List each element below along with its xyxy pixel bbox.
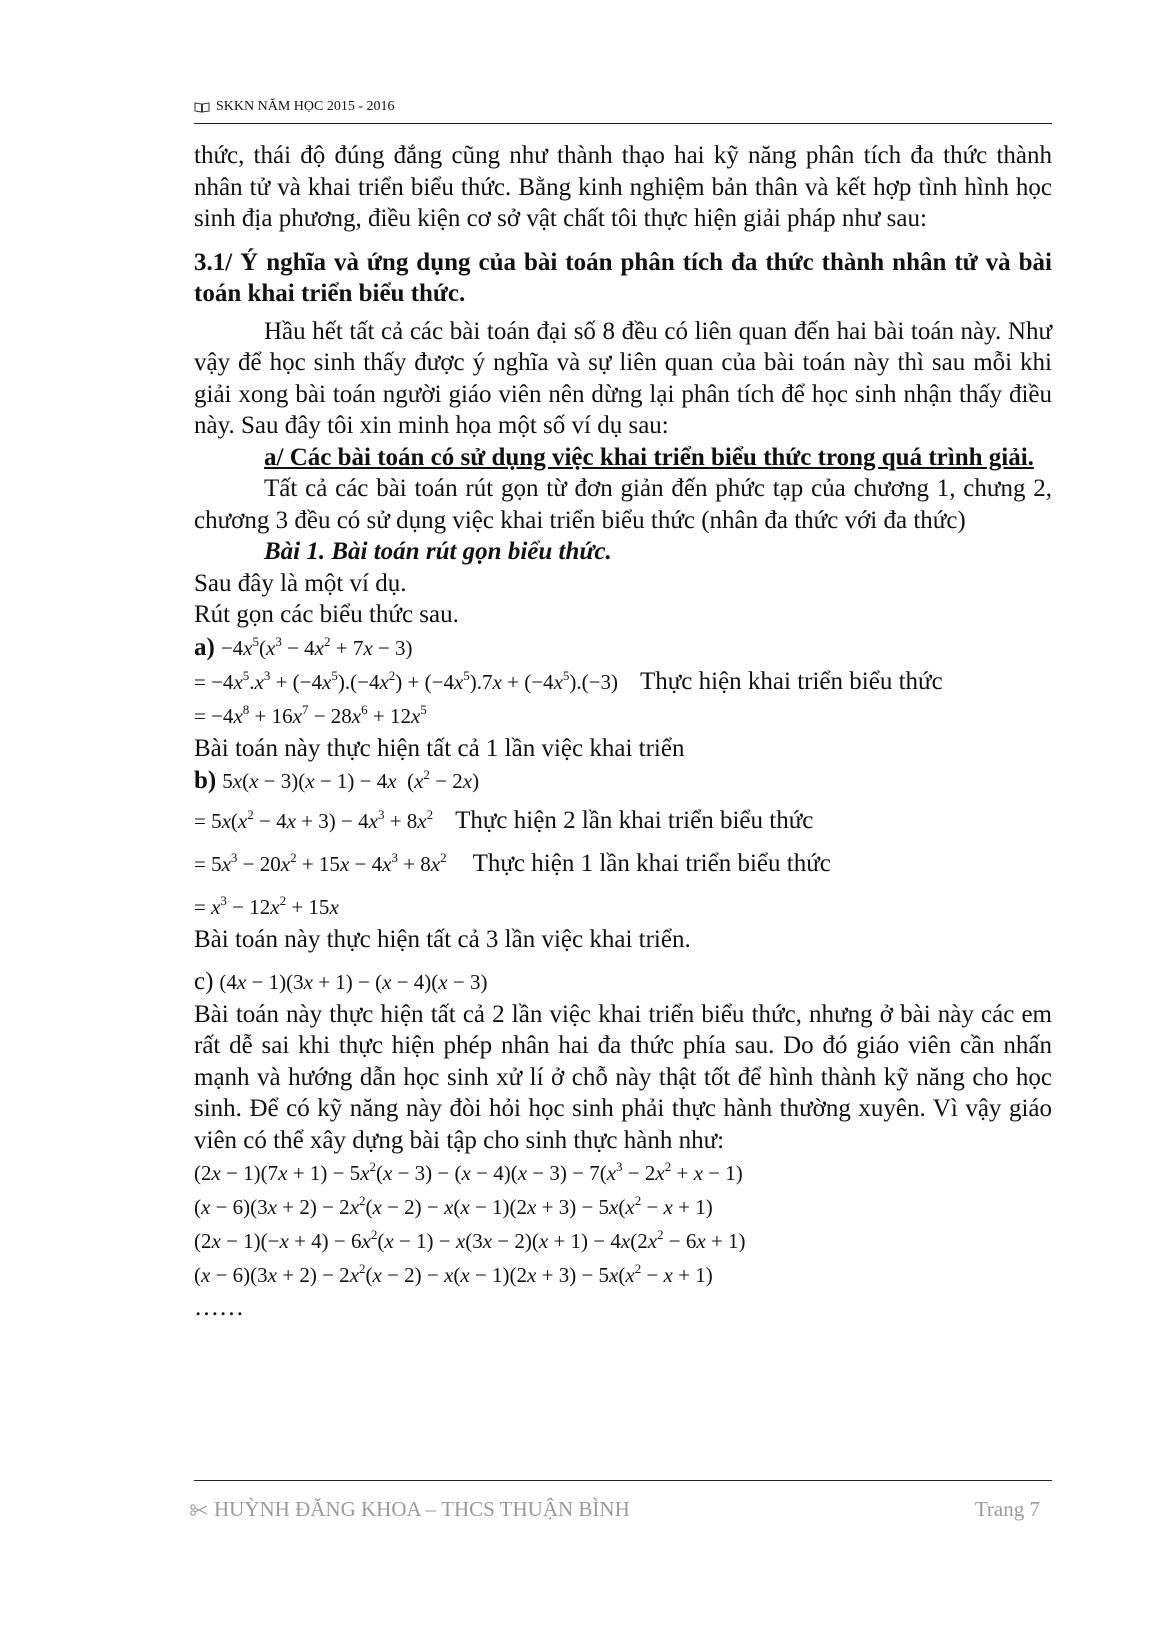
part-b-step2: = $5x^3 - 20x^2 + 15x - 4x^3 + 8x^2$ Thực hiện 1 lần khai triển biểu thức [194, 850, 831, 877]
open-book-icon [194, 101, 210, 113]
part-b-step1: = $5x(x^2 - 4x + 3) - 4x^3 + 8x^2$ Thực hiện 2 lần khai triển biểu thức [194, 807, 814, 834]
section-paragraph: Hầu hết tất cả các bài toán đại số 8 đều có liên quan đến hai bài toán này. Như vậy để học sinh thấy được ý nghĩa và sự liên quan của bài toán này thì sau mỗi khi giải xong bài toán người giáo viên nên dừng lại phân tích để học sinh nhận thấy điều này. Sau đây tôi xin minh họa một số ví dụ sau: [194, 317, 1052, 439]
page-body [194, 140, 1052, 1324]
part-b-note2: Thực hiện 1 lần khai triển biểu thức [472, 850, 831, 877]
part-a-label: a) [194, 633, 215, 661]
practice-expression-3: $(2x - 1)(-x + 4) - 6x^2(x - 1) - x(3x - 2)(x + 1) - 4x(2x^2 - 6x + 1)$ [194, 1227, 746, 1253]
part-c-expression: c) (4x − 1)(3x + 1) − (x − 4)(x − 3) [194, 967, 488, 995]
practice-expression-4: $(x - 6)(3x + 2) - 2x^2(x - 2) - x(x - 1)(2x + 3) - 5x(x^2 - x + 1)$ [194, 1261, 713, 1287]
part-b-conclusion: Bài toán này thực hiện tất cả 3 lần việc khai triển. [194, 926, 691, 953]
header-text: SKKN NĂM HỌC 2015 - 2016 [216, 99, 395, 114]
subsection-heading: a/ Các bài toán có sử dụng việc khai triển biểu thức trong quá trình giải. [264, 443, 1034, 471]
part-b-step3: = $x^3 - 12x^2 + 15x$ [194, 893, 339, 919]
ellipsis: …… [194, 1294, 244, 1321]
part-a-expression: $a) -4x^5(x^3 - 4x^2 + 7x - 3)$ [194, 633, 413, 661]
part-b-expression: b) 5x(x − 3)(x − 1) − 4x $(x^2 - 2x)$ [194, 767, 480, 794]
footer-author: HUỲNH ĐĂNG KHOA – THCS THUẬN BÌNH [214, 1497, 630, 1521]
intro-paragraph: thức, thái độ đúng đắng cũng như thành thạo hai kỹ năng phân tích đa thức thành nhân tử và khai triển biểu thức. Bằng kinh nghiệm bản thân và kết hợp tình hình học sinh địa phương, điều kiện cơ sở vật chất tôi thực hiện giải pháp như sau: [194, 142, 1052, 232]
part-b-note1: Thực hiện 2 lần khai triển biểu thức [455, 807, 814, 834]
task-text: Rút gọn các biểu thức sau. [194, 601, 459, 628]
subsection-paragraph: Tất cả các bài toán rút gọn từ đơn giản đến phức tạp của chương 1, chưng 2, chương 3 đều có sử dụng việc khai triển biểu thức (nhân đa thức với đa thức) [194, 475, 1052, 534]
practice-expression-2: $(x - 6)(3x + 2) - 2x^2(x - 2) - x(x - 1)(2x + 3) - 5x(x^2 - x + 1)$ [194, 1193, 713, 1219]
part-a-conclusion: Bài toán này thực hiện tất cả 1 lần việc khai triển [194, 734, 685, 762]
page-number: Trang 7 [974, 1497, 1040, 1521]
page-header [194, 95, 1052, 124]
exercise-title: Bài 1. Bài toán rút gọn biểu thức. [264, 538, 612, 565]
part-c-label: c) [194, 967, 214, 995]
part-a-step2: = $-4x^8 + 16x^7 - 28x^6 + 12x^5$ [194, 701, 427, 728]
example-intro: Sau đây là một ví dụ. [194, 569, 407, 597]
part-b-label: b) [194, 767, 217, 794]
scissors-icon [190, 1497, 208, 1522]
part-a-note: Thực hiện khai triển biểu thức [639, 667, 943, 695]
part-c-explanation: Bài toán này thực hiện tất cả 2 lần việc khai triển biểu thức, nhưng ở bài này các em rất dễ sai khi thực hiện phép nhân hai đa thức phía sau. Do đó giáo viên cần nhấn mạnh và hướng dẫn học sinh xử lí ở chỗ này thật tốt để hình thành kỹ năng cho học sinh. Để có kỹ năng này đòi hỏi học sinh phải thực hành thường xuyên. Vì vậy giáo viên có thể xây dựng bài tập cho sinh thực hành như: [194, 1000, 1052, 1154]
part-a-step1: = $-4x^5.x^3 + (-4x^5).(-4x^2) + (-4x^5).7x + (-4x^5).(-3)$ Thực hiện khai triển biểu thức [194, 667, 943, 695]
section-heading: 3.1/ Ý nghĩa và ứng dụng của bài toán phân tích đa thức thành nhân tử và bài toán khai triển biểu thức. [194, 248, 1052, 307]
practice-expression-1: $(2x - 1)(7x + 1) - 5x^2(x - 3) - (x - 4)(x - 3) - 7(x^3 - 2x^2 + x - 1)$ [194, 1159, 743, 1185]
page-footer [194, 1480, 1052, 1541]
